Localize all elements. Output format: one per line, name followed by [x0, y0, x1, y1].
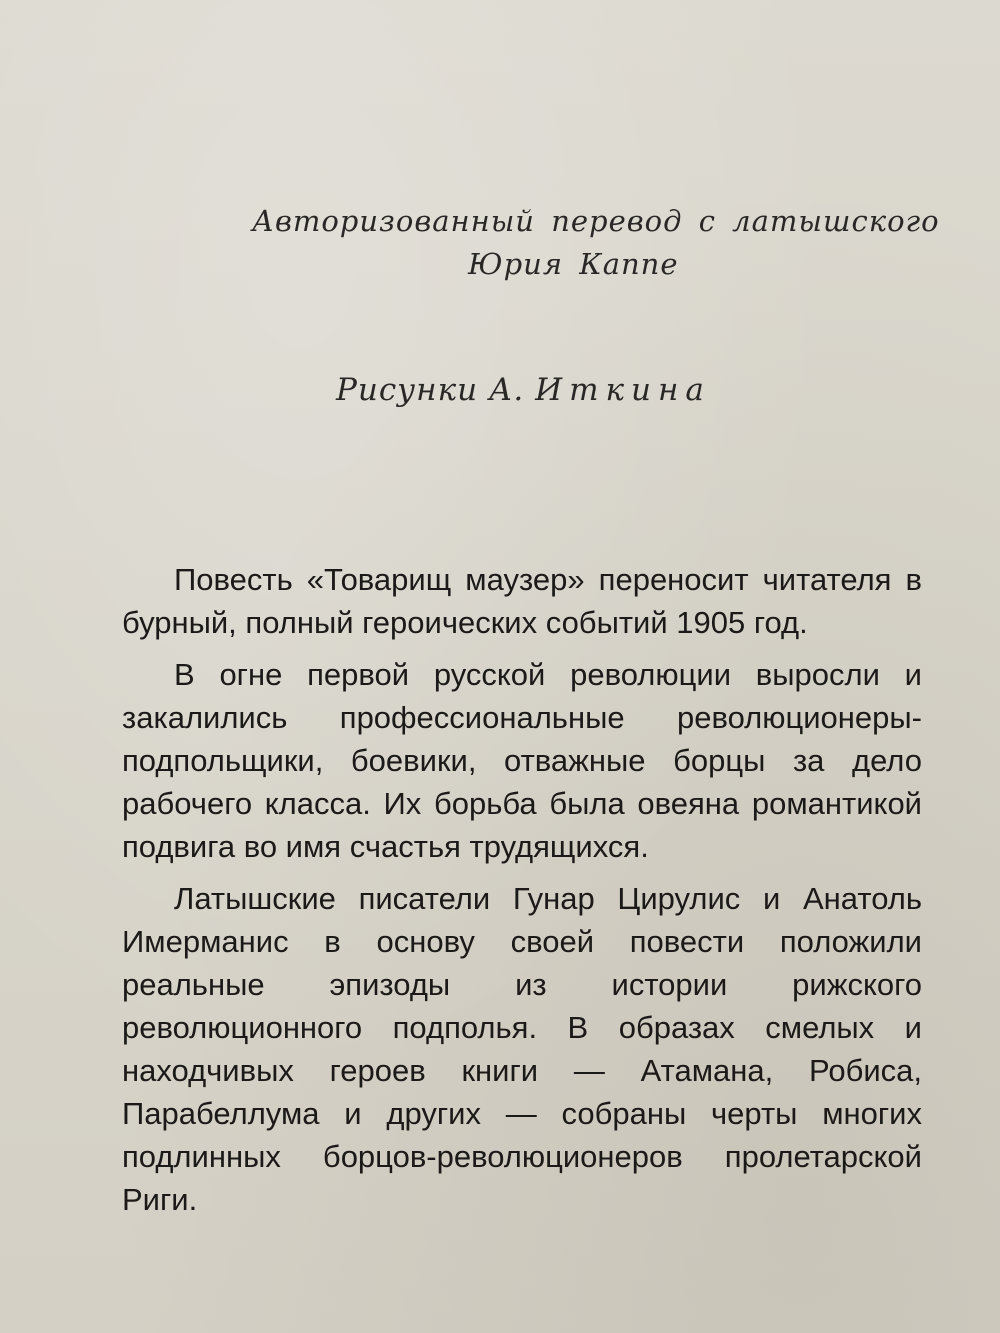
- translator-name: Юрия Каппе: [468, 247, 679, 281]
- illustrator-credit: [336, 372, 711, 408]
- illustrator-prefix: Рисунки А.: [336, 372, 525, 408]
- annotation-paragraph-1: Повесть «Товарищ маузер» переносит читателя в бурный, полный героических событий 1905 год.: [122, 562, 922, 640]
- translation-credit-line1: Авторизованный перевод с латышского: [252, 204, 940, 238]
- annotation-paragraph-3: Латышские писатели Гунар Цирулис и Анатоль Имерманис в основу своей повести положили реальные эпизоды из истории рижского революционного подполья. В образах смелых и находчивых героев книги — Атамана, Робиса, Парабеллума и других — собраны черты многих подлинных борцов-революционеров пролетарской Риги.: [122, 881, 922, 1217]
- book-annotation: [122, 558, 922, 1230]
- annotation-paragraph-2: В огне первой русской революции выросли и закалились профессиональные революционеры-подпольщики, боевики, отважные борцы за дело рабочего класса. Их борьба была овеяна романтикой подвига во имя счастья трудящихся.: [122, 657, 922, 864]
- illustrator-name: Иткина: [535, 372, 711, 408]
